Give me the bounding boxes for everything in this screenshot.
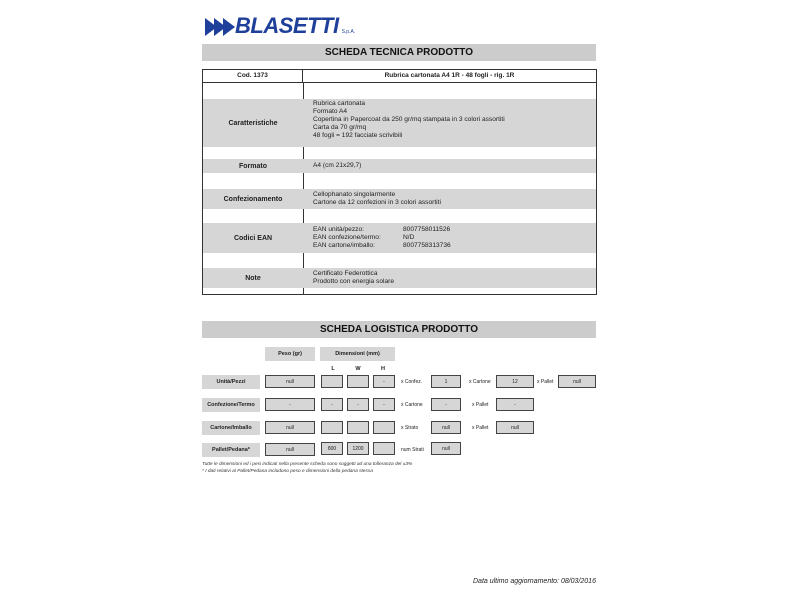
qty-cell: -: [431, 398, 461, 411]
log-row-label: Cartone/Imballo: [202, 421, 260, 435]
dim-w-cell: [347, 375, 369, 388]
row-label: Note: [245, 274, 261, 282]
dim-l-cell: [321, 375, 343, 388]
qty-label: x Pallet: [537, 378, 554, 385]
log-row-label: Pallet/Pedana*: [202, 443, 260, 457]
tech-row-formato: [203, 159, 596, 173]
qty-cell: null: [431, 442, 461, 455]
logistics-section-title: SCHEDA LOGISTICA PRODOTTO: [202, 321, 596, 338]
qty-cell: 1: [431, 375, 461, 388]
dim-h-cell: [373, 442, 395, 455]
col-weight: Peso (gr): [265, 347, 315, 361]
tech-row-note: [203, 268, 596, 288]
ean-label: EAN confezione/termo:: [313, 234, 381, 241]
qty-cell: null: [431, 421, 461, 434]
tech-table-header: [203, 70, 596, 83]
row-values: [313, 226, 451, 250]
dim-h-cell: [373, 421, 395, 434]
value-line: 48 fogli = 192 facciate scrivibili: [313, 132, 403, 139]
value-line: Prodotto con energia solare: [313, 278, 395, 285]
qty-label: num Strati: [401, 446, 424, 453]
value-line: Carta da 70 gr/mq: [313, 124, 367, 131]
row-values: [313, 270, 394, 286]
brand-logo: [205, 14, 355, 36]
tolerance-note: Tutte le dimensioni ed i pesi indicati nella presente scheda sono soggetti ad una tolleranza del ±3%: [202, 462, 413, 467]
dim-h-cell: -: [373, 375, 395, 388]
value-line: Rubrica cartonata: [313, 100, 366, 107]
ean-line: [313, 242, 451, 250]
chevrons-icon: [205, 18, 233, 36]
last-updated: Data ultimo aggiornamento: 08/03/2016: [473, 578, 596, 585]
row-values: [313, 191, 441, 207]
value-line: Certificato Federottica: [313, 270, 378, 277]
qty-cell: null: [558, 375, 596, 388]
dim-w-cell: [347, 421, 369, 434]
value-line: Cellophanato singolarmente: [313, 191, 396, 198]
weight-cell: null: [265, 443, 315, 456]
qty-label: x Pallet: [472, 424, 489, 431]
dim-l-cell: [321, 421, 343, 434]
tech-row-confezionamento: [203, 189, 596, 209]
tech-section-title: SCHEDA TECNICA PRODOTTO: [202, 44, 596, 61]
ean-label: EAN unità/pezzo:: [313, 226, 364, 233]
weight-cell: -: [265, 398, 315, 411]
log-row-label: Confezione/Termo: [202, 398, 260, 412]
brand-suffix: S.p.A.: [341, 29, 356, 35]
row-values: [313, 162, 361, 170]
qty-label: x Strato: [401, 424, 419, 431]
row-label: Confezionamento: [223, 195, 283, 203]
dim-l-cell: -: [321, 398, 343, 411]
row-label: Codici EAN: [233, 234, 273, 242]
col-dimensions: Dimensioni (mm): [320, 347, 395, 361]
row-values: [313, 100, 505, 140]
qty-cell: 12: [496, 375, 534, 388]
pallet-note: * I dati relativi al Pallet/Pedana includono peso e dimensioni della pedana stessa: [202, 469, 373, 474]
product-code: Cod. 1373: [203, 70, 303, 82]
ean-line: [313, 234, 451, 242]
dim-w-cell: 1200: [347, 442, 369, 455]
row-label: Formato: [239, 162, 267, 170]
tech-table: [202, 69, 597, 295]
row-label: Caratteristiche: [228, 119, 278, 127]
tech-row-ean: [203, 223, 596, 253]
dim-w-cell: -: [347, 398, 369, 411]
qty-cell: -: [496, 398, 534, 411]
ean-value: 8007758313736: [403, 242, 451, 249]
value-line: Copertina in Papercoat da 250 gr/mq stampata in 3 colori assortiti: [313, 116, 505, 123]
log-row-label: Unità/Pezzi: [202, 375, 260, 389]
qty-label: x Cartone: [401, 401, 423, 408]
dim-w-label: W: [355, 366, 361, 372]
value-line: A4 (cm 21x29,7): [313, 162, 362, 169]
qty-label: x Confez.: [401, 378, 423, 385]
ean-value: 8007758011526: [403, 226, 451, 233]
value-line: Formato A4: [313, 108, 348, 115]
dim-h-cell: -: [373, 398, 395, 411]
dim-l-label: L: [331, 366, 335, 372]
qty-cell: null: [496, 421, 534, 434]
dim-h-label: H: [381, 366, 385, 372]
dim-l-cell: 800: [321, 442, 343, 455]
weight-cell: null: [265, 421, 315, 434]
weight-cell: null: [265, 375, 315, 388]
qty-label: x Pallet: [472, 401, 489, 408]
ean-value: N/D: [403, 234, 415, 241]
brand-name: BLASETTI: [235, 13, 339, 38]
value-line: Cartone da 12 confezioni in 3 colori assortiti: [313, 199, 441, 206]
product-name: Rubrica cartonata A4 1R - 48 fogli - rig. 1R: [384, 72, 515, 79]
qty-label: x Cartone: [469, 378, 491, 385]
tech-row-caratteristiche: [203, 99, 596, 147]
ean-line: [313, 226, 451, 234]
ean-label: EAN cartone/imballo:: [313, 242, 375, 249]
